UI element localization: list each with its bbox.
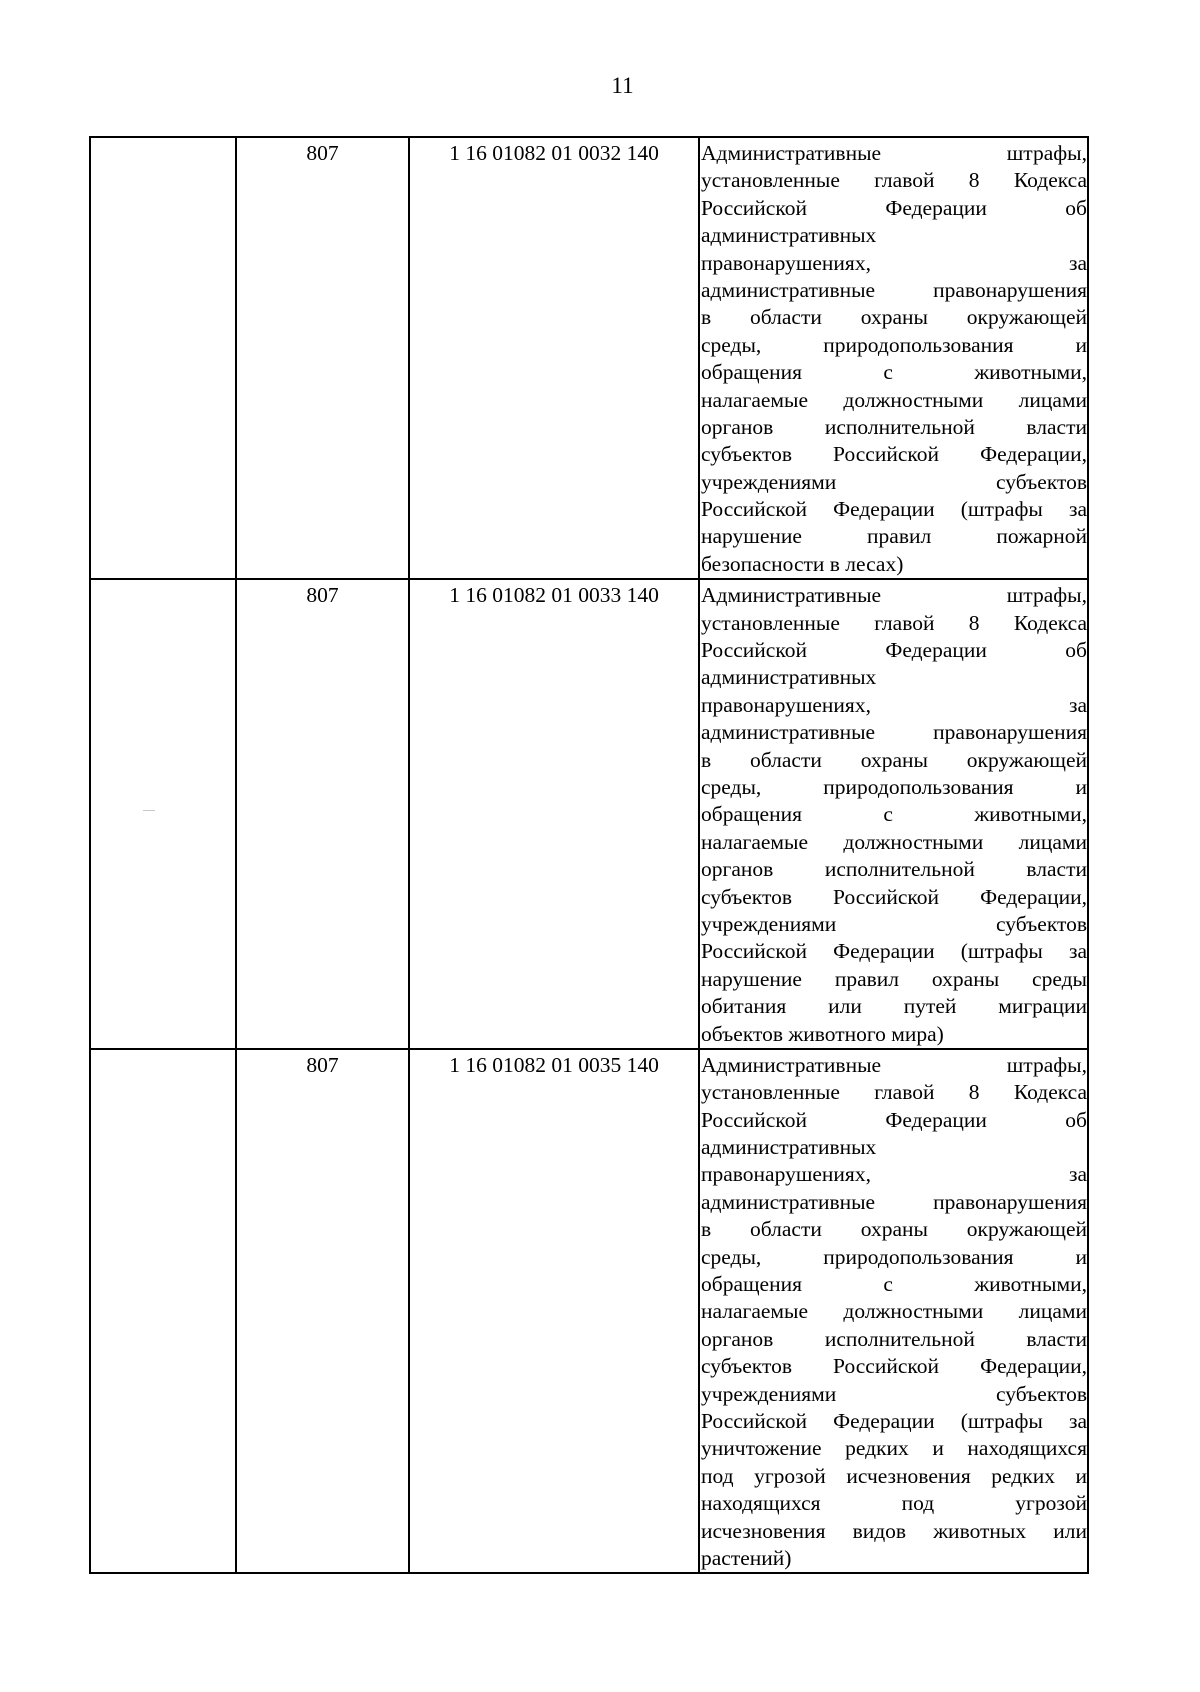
description-line: субъектов Российской Федерации, xyxy=(701,442,1087,467)
description-line: учреждениями субъектов xyxy=(701,469,1087,494)
description-line: Российской Федерации об xyxy=(701,1107,1087,1132)
description-line: органов исполнительной власти xyxy=(701,857,1087,882)
description-line: административные правонарушения xyxy=(701,720,1087,745)
description-line: органов исполнительной власти xyxy=(701,1326,1087,1351)
description-line: Российской Федерации (штрафы за xyxy=(701,1408,1087,1433)
description-line: обитания или путей миграции xyxy=(701,994,1087,1019)
description-line: субъектов Российской Федерации, xyxy=(701,884,1087,909)
description-line: нарушение правил охраны среды xyxy=(701,966,1087,991)
description-line: административных xyxy=(701,1135,877,1160)
description-line: установленные главой 8 Кодекса xyxy=(701,1080,1087,1105)
description-line: исчезновения видов животных или xyxy=(701,1518,1087,1543)
description-line: Российской Федерации об xyxy=(701,638,1087,663)
description-cell xyxy=(699,1049,1088,1573)
description-line: налагаемые должностными лицами xyxy=(701,829,1087,854)
description-line: безопасности в лесах) xyxy=(701,551,904,576)
description-line: административные правонарушения xyxy=(701,1189,1087,1214)
description-line: нарушение правил пожарной xyxy=(701,524,1087,549)
description-line: Административные штрафы, xyxy=(701,583,1087,608)
kbk-code-cell: 1 16 01082 01 0035 140 xyxy=(409,1049,699,1573)
description-line: растений) xyxy=(701,1545,792,1570)
description-cell xyxy=(699,579,1088,1049)
description-line: обращения с животными, xyxy=(701,360,1087,385)
description-line: среды, природопользования и xyxy=(701,332,1087,357)
description-line: под угрозой исчезновения редких и xyxy=(701,1463,1087,1488)
description-line: Административные штрафы, xyxy=(701,1052,1087,1077)
description-line: обращения с животными, xyxy=(701,802,1087,827)
page-number: 11 xyxy=(611,73,634,98)
description-line: в области охраны окружающей xyxy=(701,747,1087,772)
admin-code-cell: 807 xyxy=(236,579,409,1049)
empty-cell xyxy=(90,579,236,1049)
admin-code-cell: 807 xyxy=(236,137,409,579)
description-line: Российской Федерации об xyxy=(701,195,1087,220)
description-line: правонарушениях, за xyxy=(701,250,1087,275)
description-line: в области охраны окружающей xyxy=(701,1217,1087,1242)
description-line: правонарушениях, за xyxy=(701,692,1087,717)
description-cell xyxy=(699,137,1088,579)
description-line: административные правонарушения xyxy=(701,277,1087,302)
description-line: установленные главой 8 Кодекса xyxy=(701,610,1087,635)
description-line: установленные главой 8 Кодекса xyxy=(701,168,1087,193)
description-line: обращения с животными, xyxy=(701,1272,1087,1297)
kbk-code-cell: 1 16 01082 01 0033 140 xyxy=(409,579,699,1049)
description-line: административных xyxy=(701,223,877,248)
description-line: Российской Федерации (штрафы за xyxy=(701,497,1087,522)
empty-cell xyxy=(90,137,236,579)
description-line: налагаемые должностными лицами xyxy=(701,1299,1087,1324)
table-row xyxy=(90,137,1088,579)
description-line: органов исполнительной власти xyxy=(701,414,1087,439)
description-line: налагаемые должностными лицами xyxy=(701,387,1087,412)
description-line: правонарушениях, за xyxy=(701,1162,1087,1187)
description-line: среды, природопользования и xyxy=(701,1244,1087,1269)
description-line: Российской Федерации (штрафы за xyxy=(701,939,1087,964)
description-line: находящихся под угрозой xyxy=(701,1491,1087,1516)
description-line: Административные штрафы, xyxy=(701,141,1087,165)
table-row xyxy=(90,579,1088,1049)
description-line: уничтожение редких и находящихся xyxy=(701,1436,1087,1461)
description-line: субъектов Российской Федерации, xyxy=(701,1354,1087,1379)
description-line: в области охраны окружающей xyxy=(701,305,1087,330)
description-line: учреждениями субъектов xyxy=(701,1381,1087,1406)
fines-table xyxy=(89,136,1089,1574)
table-row xyxy=(90,1049,1088,1573)
kbk-code-cell: 1 16 01082 01 0032 140 xyxy=(409,137,699,579)
description-line: административных xyxy=(701,665,877,690)
admin-code-cell: 807 xyxy=(236,1049,409,1573)
description-line: среды, природопользования и xyxy=(701,774,1087,799)
fines-table-body xyxy=(90,137,1088,1573)
empty-cell xyxy=(90,1049,236,1573)
description-line: учреждениями субъектов xyxy=(701,911,1087,936)
description-line: объектов животного мира) xyxy=(701,1021,944,1046)
